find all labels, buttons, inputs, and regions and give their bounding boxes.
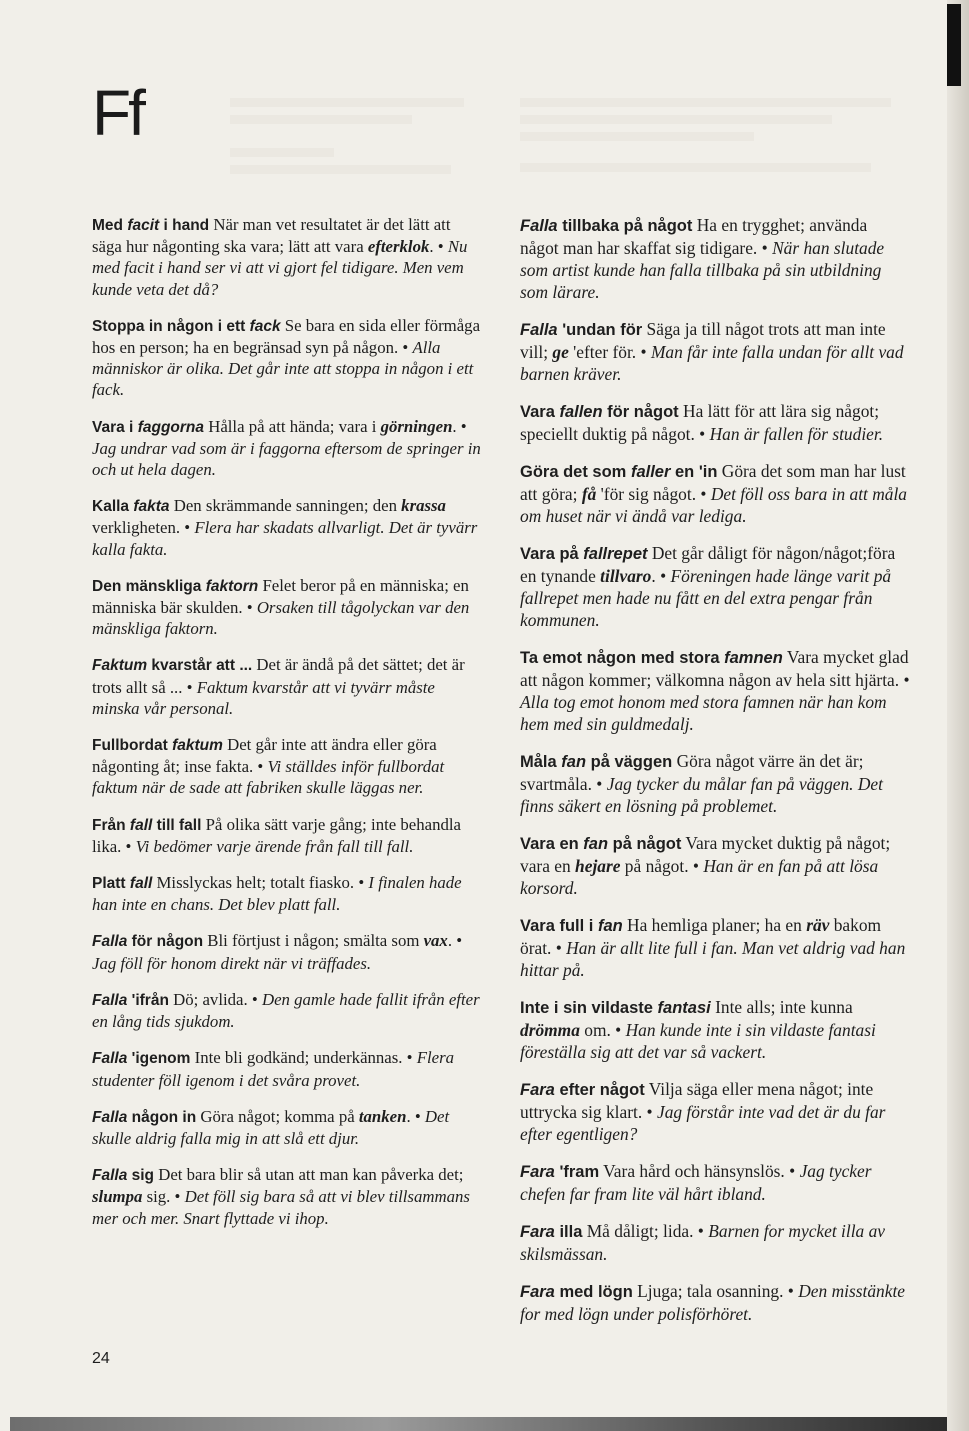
definition-text: Bli förtjust i någon; smälta som	[203, 931, 424, 951]
definition-text: 'för sig något. •	[596, 484, 711, 504]
binding-mark	[947, 4, 961, 86]
headword-keyword: Falla	[92, 1108, 128, 1126]
synonym-keyword: räv	[806, 915, 830, 935]
dictionary-entry	[520, 996, 910, 1063]
definition-text: När man vet resultatet är det lätt att säga hur någonting ska vara; lätt att vara	[92, 215, 451, 257]
headword-text: tillbaka på något	[557, 217, 693, 235]
example-sentence: Han är en fan på att lösa korsord.	[520, 856, 879, 898]
example-sentence: Det skulle aldrig falla mig in att slå ett djur.	[92, 1106, 450, 1148]
dictionary-entry	[520, 400, 910, 445]
dictionary-entry	[92, 930, 482, 973]
headword-text: för någon	[127, 933, 204, 951]
example-sentence: Han är allt lite full i fan. Man vet aldrig vad han hittar på.	[520, 938, 906, 980]
definition-text: Inte bli godkänd; underkännas. •	[190, 1048, 417, 1068]
definition-text: på något. •	[620, 856, 704, 876]
headword-keyword: fan	[597, 917, 623, 935]
right-column	[520, 214, 910, 1340]
example-sentence: Orsaken till tågolyckan var den mänskliga faktorn.	[92, 598, 470, 639]
example-sentence: Jag tycker du målar fan på väggen. Det finns säkert en lösning på problemet.	[520, 774, 883, 816]
example-sentence: När han slutade som artist kunde han falla tillbaka på sin utbildning som lärare.	[520, 238, 885, 302]
definition-text: . •	[406, 1106, 425, 1126]
definition-text: Se bara en sida eller förmåga hos en person; ha en begränsad syn på någon. •	[92, 315, 481, 358]
headword-text: till fall	[152, 816, 202, 834]
headword-text: Platt	[92, 875, 130, 893]
example-sentence: Flera har skadats allvarligt. Det är tyvärr kalla fakta.	[92, 518, 478, 559]
synonym-keyword: tanken	[358, 1106, 407, 1126]
entry-headword	[92, 737, 223, 754]
synonym-keyword: efterklok	[367, 237, 430, 257]
example-sentence: Faktum kvarstår att vi tyvärr måste minska vår personal.	[92, 677, 435, 718]
definition-text: Ha hemliga planer; ha en	[622, 915, 807, 935]
definition-text: Den skrämmande sanningen; den	[169, 496, 402, 516]
headword-text: Inte i sin vildaste	[520, 999, 658, 1017]
definition-text: . •	[447, 931, 463, 951]
dictionary-entry	[92, 989, 482, 1032]
definition-text: sig. •	[142, 1187, 185, 1207]
entry-headword	[92, 318, 281, 335]
headword-keyword: fantasi	[657, 999, 711, 1017]
entry-headword	[520, 917, 623, 935]
dictionary-entry	[92, 214, 482, 300]
headword-text: kvarstår att ...	[147, 657, 253, 675]
bleed-through-right	[520, 90, 910, 180]
synonym-keyword: ge	[552, 342, 569, 362]
dictionary-entry	[520, 542, 910, 631]
headword-text: Stoppa in någon i ett	[92, 317, 250, 335]
definition-text: Göra något; komma på	[196, 1106, 359, 1126]
entry-headword	[520, 999, 711, 1017]
definition-text: 'efter för. •	[568, 342, 651, 362]
headword-keyword: facit	[127, 217, 160, 234]
example-sentence: Flera studenter föll igenom i det svåra provet.	[92, 1048, 455, 1090]
definition-text: Det är ändå på det sättet; det är trots allt så ... •	[92, 655, 465, 697]
headword-text: någon in	[127, 1108, 197, 1126]
entry-headword	[92, 419, 204, 436]
headword-keyword: fakta	[133, 498, 170, 516]
dictionary-entry	[92, 495, 482, 560]
dictionary-entry	[520, 646, 910, 735]
definition-text: Det går dåligt för någon/något;föra en tynande	[520, 543, 896, 586]
example-sentence: Jag föll för honom direkt när vi träffades.	[92, 953, 372, 973]
headword-text: med lögn	[554, 1283, 633, 1301]
synonym-keyword: slumpa	[92, 1187, 143, 1207]
section-letter: Ff	[92, 77, 143, 149]
definition-text: Säga ja till något trots att man inte vill;	[520, 319, 886, 362]
definition-text: verkligheten. •	[92, 518, 195, 538]
dictionary-entry	[520, 914, 910, 981]
entry-headword	[520, 1223, 582, 1241]
headword-text: på väggen	[586, 753, 673, 771]
entry-headword	[92, 1050, 190, 1067]
headword-keyword: Fara	[520, 1081, 555, 1099]
headword-text: en 'in	[670, 463, 718, 481]
example-sentence: Vi bedömer varje ärende från fall till fall.	[135, 836, 414, 856]
headword-keyword: fack	[249, 317, 281, 335]
example-sentence: Den gamle hade fallit ifrån efter en lång tids sjukdom.	[92, 989, 480, 1032]
synonym-keyword: hejare	[575, 856, 621, 876]
definition-text: Inte alls; inte kunna	[710, 997, 853, 1017]
headword-text: 'undan för	[557, 321, 643, 339]
headword-text: efter något	[554, 1081, 645, 1099]
bleed-through-left	[230, 90, 490, 182]
entry-headword	[92, 817, 201, 834]
synonym-keyword: vax	[423, 931, 448, 951]
headword-text: i hand	[159, 217, 210, 234]
example-sentence: Jag förstår inte vad det är du far efter egentligen?	[520, 1102, 886, 1144]
left-column	[92, 214, 482, 1244]
page-number: 24	[92, 1350, 110, 1367]
entry-headword	[520, 1283, 633, 1301]
definition-text: Göra det som man har lust att göra;	[520, 461, 906, 504]
headword-keyword: faggorna	[137, 418, 204, 436]
example-sentence: Det föll oss bara in att måla om huset när vi ändå var lediga.	[520, 484, 907, 526]
entry-headword	[520, 321, 642, 339]
dictionary-entry	[520, 1160, 910, 1205]
headword-keyword: Fara	[520, 1223, 555, 1241]
dictionary-entry	[92, 315, 482, 401]
dictionary-entry	[92, 1047, 482, 1090]
headword-text: Vara i	[92, 418, 138, 436]
headword-keyword: Falla	[520, 321, 558, 339]
example-sentence: Han kunde inte i sin vildaste fantasi föreställa sig att det var så vackert.	[520, 1020, 876, 1062]
entry-headword	[92, 217, 209, 234]
headword-keyword: Falla	[92, 991, 128, 1009]
headword-text: Vara en	[520, 835, 584, 853]
headword-text: på något	[608, 835, 682, 853]
dictionary-entry	[520, 318, 910, 385]
definition-text: Ljuga; tala osanning. •	[632, 1281, 799, 1301]
definition-text: Det går inte att ändra eller göra någonting åt; inse fakta. •	[92, 735, 437, 777]
synonym-keyword: tillvaro	[600, 566, 652, 586]
headword-keyword: fall	[129, 875, 153, 893]
example-sentence: Vi ställdes inför fullbordat faktum när de sade att fabriken skulle läggas ner.	[92, 757, 445, 798]
dictionary-entry	[92, 1164, 482, 1229]
dictionary-entry	[520, 460, 910, 527]
dictionary-entry	[520, 1078, 910, 1145]
headword-text: Göra det som	[520, 463, 631, 481]
example-sentence: Det föll sig bara så att vi blev tillsammans mer och mer. Snart flyttade vi ihop.	[92, 1187, 470, 1228]
headword-text: Kalla	[92, 498, 134, 516]
definition-text: Vara hård och hänsynslös. •	[599, 1161, 800, 1181]
headword-text: Den mänskliga	[92, 577, 206, 595]
definition-text: Vara mycket duktig på något; vara en	[520, 833, 891, 876]
example-sentence: Alla tog emot honom med stora famnen när han kom hem med sin guldmedalj.	[520, 692, 887, 734]
definition-text: På olika sätt varje gång; inte behandla lika. •	[92, 814, 461, 856]
example-sentence: Jag tycker chefen far fram lite väl hårt ibland.	[520, 1161, 872, 1204]
headword-keyword: Falla	[92, 1050, 128, 1068]
definition-text: Må dåligt; lida. •	[582, 1221, 709, 1241]
headword-keyword: famnen	[724, 649, 783, 667]
example-sentence: Man får inte falla undan för allt vad barnen kräver.	[520, 342, 904, 384]
definition-text: Vilja säga eller mena något; inte uttrycka sig klart. •	[520, 1079, 874, 1122]
example-sentence: Föreningen hade länge varit på fallrepet men hade nu fått en del extra pengar från kommunen.	[520, 566, 892, 630]
headword-text: Ta emot någon med stora	[520, 649, 725, 667]
headword-text: Måla	[520, 753, 562, 771]
definition-text: Ha lätt för att lära sig något; speciellt duktig på något. •	[520, 401, 880, 444]
headword-text: Från	[92, 816, 130, 834]
headword-text: 'ifrån	[127, 991, 169, 1009]
entry-headword	[92, 657, 252, 674]
headword-keyword: fan	[583, 835, 609, 853]
example-sentence: Han är fallen för studier.	[709, 424, 884, 444]
headword-text: Vara på	[520, 545, 584, 563]
example-sentence: Barnen for mycket illa av skilsmässan.	[520, 1221, 886, 1264]
entry-headword	[92, 875, 152, 892]
headword-text: illa	[554, 1223, 583, 1241]
definition-text: . •	[452, 416, 467, 436]
headword-keyword: faktorn	[205, 577, 259, 595]
example-sentence: I finalen hade han inte en chans. Det blev platt fall.	[92, 873, 462, 915]
headword-text: Fullbordat	[92, 737, 173, 755]
entry-headword	[520, 649, 783, 667]
entry-headword	[520, 1081, 645, 1099]
dictionary-entry	[520, 214, 910, 303]
synonym-keyword: görningen	[380, 416, 453, 436]
headword-keyword: Falla	[92, 1167, 128, 1185]
entry-headword	[92, 1109, 196, 1126]
entry-headword	[520, 835, 681, 853]
headword-text: sig	[127, 1167, 155, 1185]
headword-keyword: fallrepet	[583, 545, 648, 563]
dictionary-entry	[520, 832, 910, 899]
headword-keyword: Fara	[520, 1163, 555, 1181]
synonym-keyword: drömma	[520, 1020, 580, 1040]
headword-text: 'igenom	[127, 1050, 191, 1068]
headword-text: för något	[602, 403, 679, 421]
dictionary-entry	[92, 575, 482, 640]
definition-text: Misslyckas helt; totalt fiasko. •	[152, 873, 369, 893]
definition-text: . •	[429, 237, 448, 257]
headword-keyword: faktum	[172, 737, 223, 755]
headword-keyword: Faktum	[92, 657, 148, 675]
dictionary-entry	[92, 734, 482, 799]
entry-headword	[92, 933, 203, 950]
synonym-keyword: krassa	[401, 496, 446, 516]
definition-text: Felet beror på en människa; en människa bär skulden. •	[92, 575, 469, 618]
entry-headword	[92, 498, 170, 515]
dictionary-entry	[520, 1280, 910, 1325]
dictionary-entry	[92, 814, 482, 857]
headword-text: Vara full i	[520, 917, 598, 935]
scan-edge	[10, 1417, 947, 1431]
page-edge	[947, 0, 969, 1431]
definition-text: Göra något värre än det är; svartmåla. •	[520, 751, 864, 794]
definition-text: Vara mycket glad att någon kommer; välkomna någon av hela sitt hjärta. •	[520, 647, 910, 690]
headword-text: Med	[92, 217, 128, 234]
entry-headword	[520, 753, 672, 771]
headword-keyword: fallen	[559, 403, 603, 421]
entry-headword	[92, 992, 169, 1009]
dictionary-entry	[92, 654, 482, 719]
headword-text: 'fram	[554, 1163, 600, 1181]
definition-text: Dö; avlida. •	[168, 989, 262, 1009]
dictionary-entry	[92, 872, 482, 915]
headword-keyword: fan	[561, 753, 587, 771]
dictionary-entry	[92, 1106, 482, 1149]
headword-keyword: Falla	[92, 933, 128, 951]
definition-text: . •	[651, 566, 671, 586]
headword-text: Vara	[520, 403, 560, 421]
entry-headword	[92, 1167, 154, 1184]
headword-keyword: Fara	[520, 1283, 555, 1301]
definition-text: bakom örat. •	[520, 915, 882, 958]
synonym-keyword: få	[581, 484, 597, 504]
entry-headword	[520, 463, 717, 481]
dictionary-entry	[520, 750, 910, 817]
example-sentence: Nu med facit i hand ser vi att vi gjort fel tidigare. Men vem kunde veta det då?	[92, 237, 468, 299]
example-sentence: Jag undrar vad som är i faggorna eftersom de springer in och ut hela dagen.	[92, 438, 481, 480]
definition-text: Det bara blir så utan att man kan påverka det;	[154, 1165, 464, 1185]
headword-keyword: Falla	[520, 217, 558, 235]
dictionary-entry	[520, 1220, 910, 1265]
definition-text: Hålla på att hända; vara i	[204, 416, 381, 436]
entry-headword	[92, 578, 258, 595]
headword-keyword: fall	[129, 816, 153, 834]
definition-text: om. •	[579, 1020, 626, 1040]
headword-keyword: faller	[630, 463, 671, 481]
entry-headword	[520, 217, 692, 235]
entry-headword	[520, 403, 679, 421]
example-sentence: Alla människor är olika. Det går inte att stoppa in någon i ett fack.	[92, 338, 474, 400]
example-sentence: Den misstänkte for med lögn under polisförhöret.	[520, 1281, 905, 1324]
entry-headword	[520, 1163, 599, 1181]
entry-headword	[520, 545, 647, 563]
definition-text: Ha en trygghet; använda något man har skaffat sig tidigare. •	[520, 215, 868, 258]
dictionary-entry	[92, 416, 482, 481]
